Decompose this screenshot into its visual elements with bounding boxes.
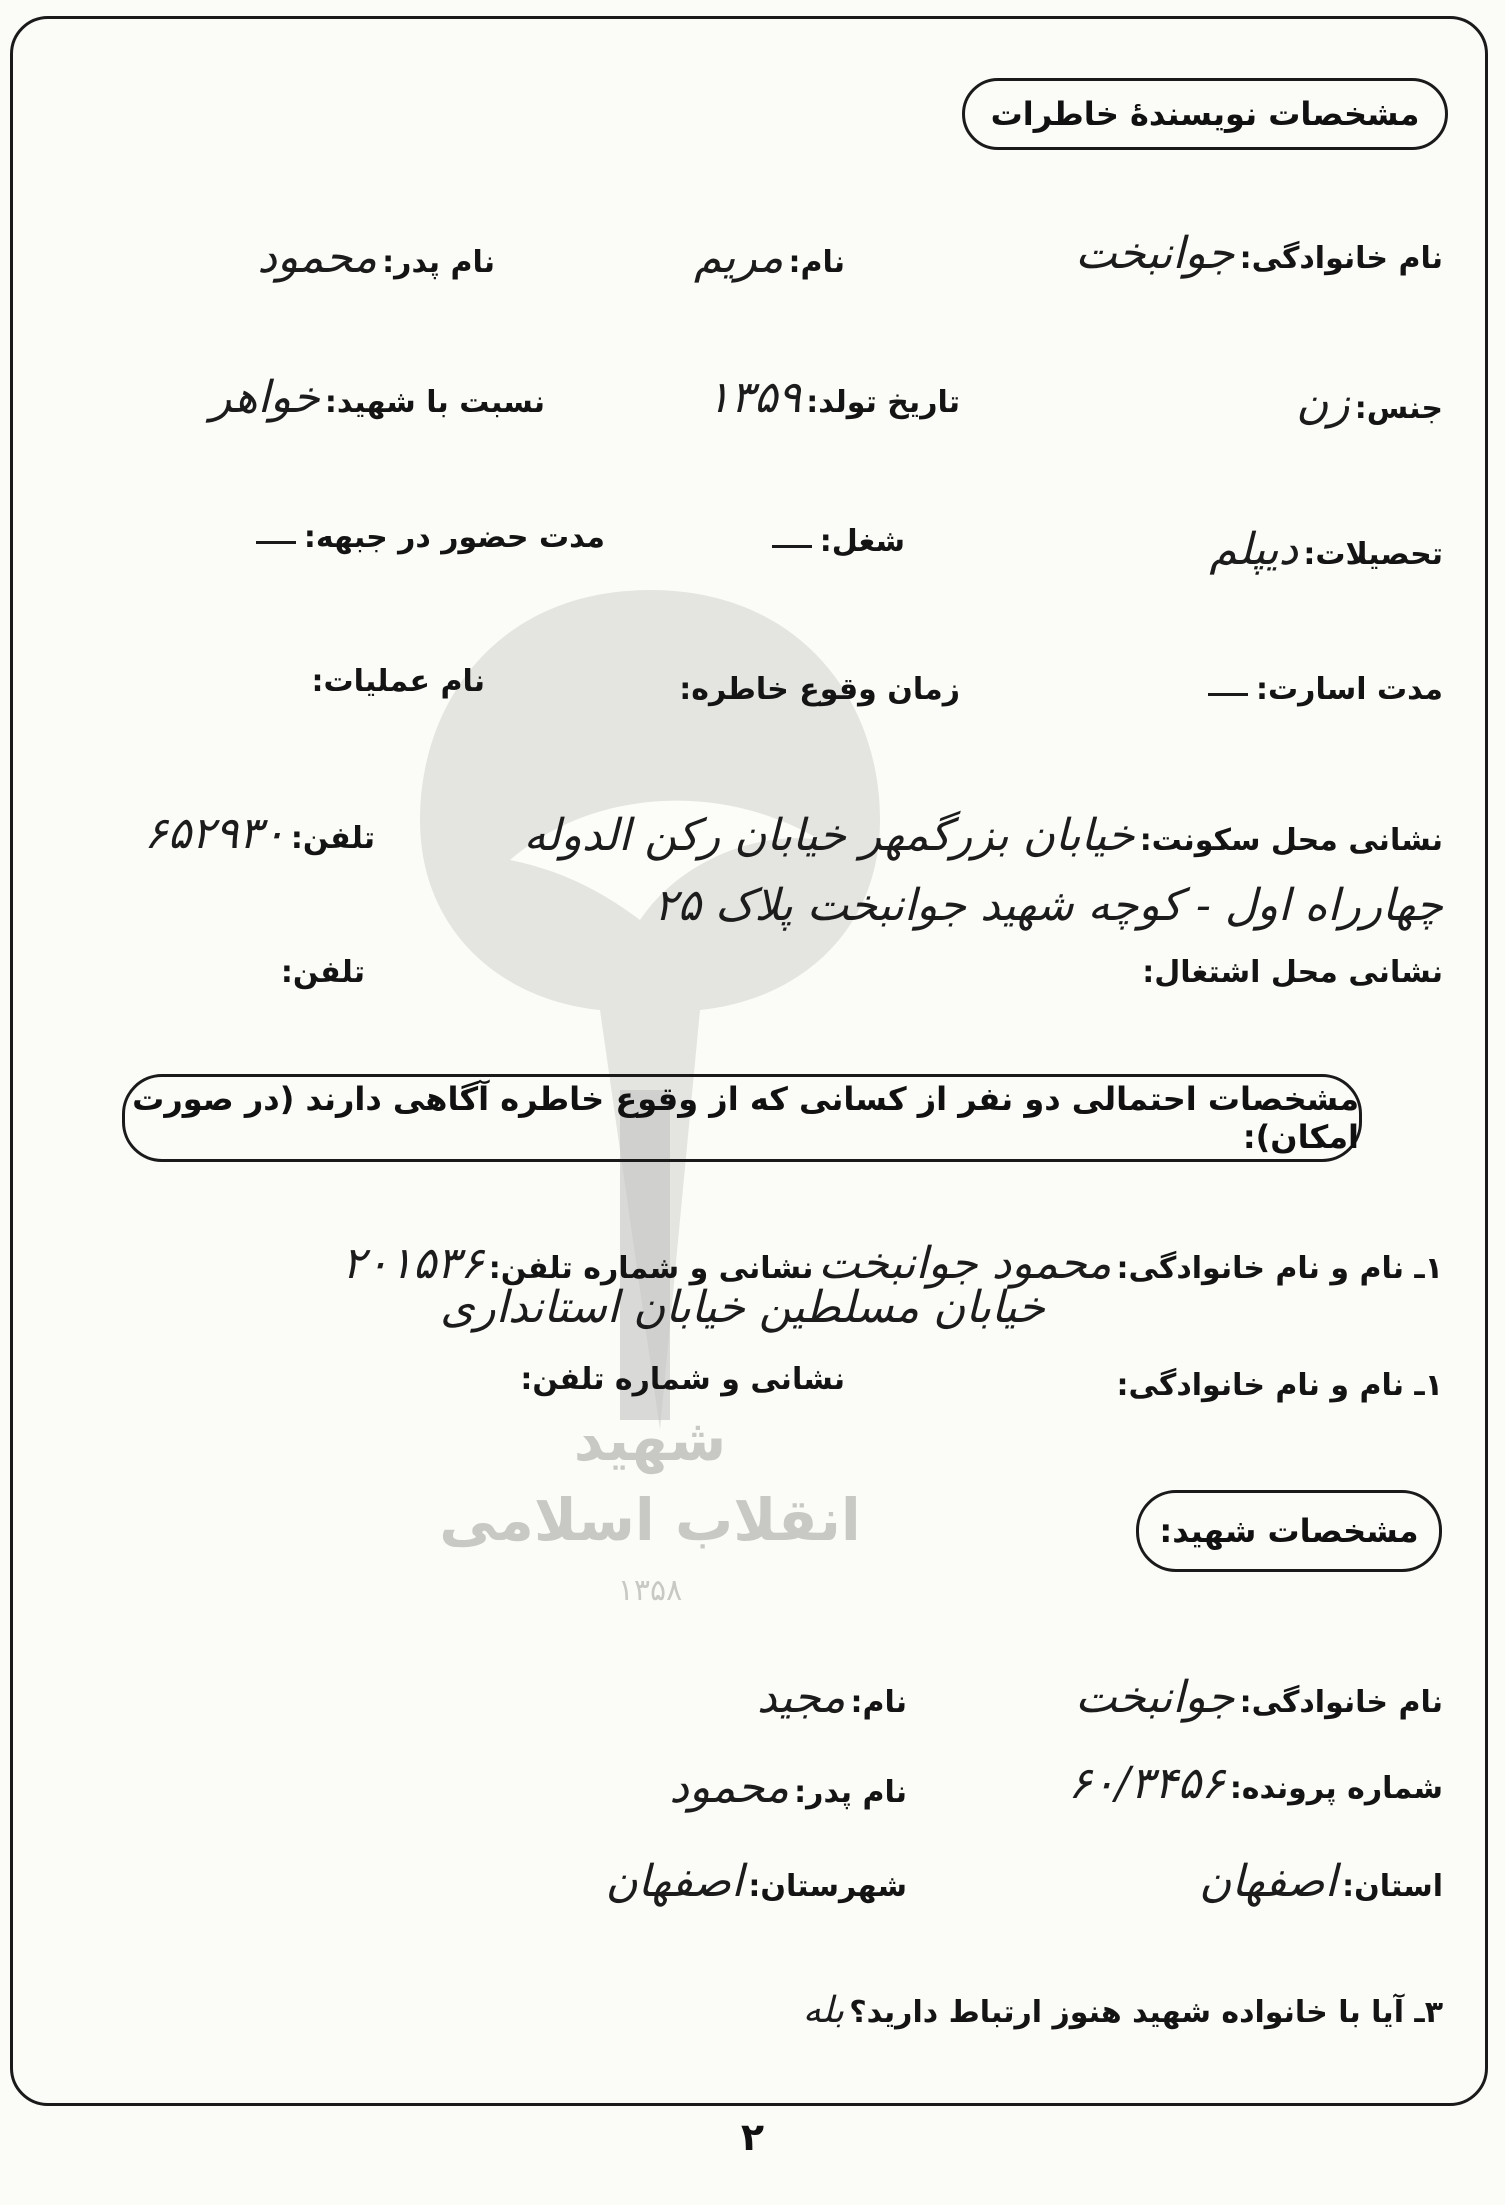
witness-1-address-line (440, 1282, 1045, 1333)
witness-2-label: ۱ـ نام و نام خانوادگی: (1116, 1368, 1443, 1403)
writer-father-value: محمود (257, 232, 378, 283)
martyr-name-row (757, 1672, 907, 1723)
page-number: ۲ (740, 2115, 765, 2159)
writer-work-address-row (1142, 955, 1443, 990)
watermark-year: ۱۳۵۸ (617, 1573, 683, 1608)
martyr-city-label: شهرستان: (748, 1869, 907, 1904)
writer-phone-value: ۶۵۲۹۳۰ (144, 808, 286, 859)
witness-1-label: ۱ـ نام و نام خانوادگی: (1116, 1251, 1443, 1286)
writer-family-value: جوانبخت (1075, 228, 1235, 279)
empty-dash (772, 545, 812, 548)
writer-phone-row (144, 808, 375, 859)
writer-name-value: مریم (694, 232, 784, 283)
writer-birth-label: تاریخ تولد: (806, 385, 960, 420)
writer-operation-label: نام عملیات: (311, 664, 485, 699)
witness-1-address-value: خیابان مسلطین خیابان استانداری (440, 1282, 1045, 1333)
writer-front-label: مدت حضور در جبهه: (303, 520, 605, 555)
writer-education-label: تحصیلات: (1303, 537, 1443, 572)
martyr-name-value: مجید (757, 1672, 846, 1723)
martyr-city-row (605, 1856, 907, 1907)
writer-section-heading: مشخصات نویسندهٔ خاطرات (962, 78, 1448, 150)
writer-gender-row (1296, 378, 1443, 429)
writer-father-label: نام پدر: (382, 245, 495, 280)
martyr-father-value: محمود (669, 1762, 790, 1813)
empty-dash (1208, 693, 1248, 696)
martyr-province-value: اصفهان (1199, 1856, 1337, 1907)
writer-captivity-label: مدت اسارت: (1256, 672, 1443, 707)
writer-operation-row (312, 664, 485, 699)
writer-education-value: دیپلم (1209, 524, 1299, 575)
writer-relation-value: خواهر (210, 372, 320, 423)
writer-front-row (248, 520, 605, 555)
martyr-family-value: جوانبخت (1075, 1672, 1235, 1723)
martyr-file-row (1068, 1758, 1443, 1809)
martyr-family-row (1075, 1672, 1443, 1723)
martyr-contact-row (803, 1990, 1443, 2031)
writer-father-row (257, 232, 495, 283)
writer-relation-label: نسبت با شهید: (324, 385, 545, 420)
witness-2-address-row (520, 1362, 845, 1397)
writer-memory-time-label: زمان وقوع خاطره: (679, 672, 960, 707)
witness-2-address-label: نشانی و شماره تلفن: (520, 1362, 845, 1397)
writer-birth-row (707, 372, 960, 423)
writer-gender-label: جنس: (1354, 391, 1443, 426)
writer-work-phone-label: تلفن: (280, 955, 365, 990)
martyr-family-label: نام خانوادگی: (1239, 1685, 1443, 1720)
martyr-name-label: نام: (850, 1685, 907, 1720)
martyr-father-label: نام پدر: (794, 1775, 907, 1810)
witness-section-heading: مشخصات احتمالی دو نفر از کسانی که از وقوع خاطره آگاهی دارند (در صورت امکان): (122, 1074, 1362, 1162)
witness-1-address-label: نشانی و شماره تلفن: (488, 1251, 814, 1286)
martyr-city-value: اصفهان (605, 1856, 744, 1907)
witness-1-value: محمود جوانبخت (818, 1238, 1112, 1289)
writer-address-value-1: خیابان بزرگمهر خیابان رکن الدوله (523, 810, 1135, 861)
witness-1-phone: ۲۰۱۵۳۶ (341, 1238, 484, 1289)
writer-relation-row (210, 372, 545, 423)
writer-name-label: نام: (788, 245, 845, 280)
watermark-line-1: شهید (573, 1406, 727, 1474)
writer-captivity-row (1200, 672, 1443, 707)
empty-dash (256, 541, 296, 544)
writer-job-label: شغل: (819, 524, 905, 559)
writer-address-value-2: چهارراه اول - کوچه شهید جوانبخت پلاک ۲۵ (653, 880, 1443, 931)
writer-address-row (524, 810, 1443, 861)
martyr-province-label: استان: (1342, 1869, 1443, 1904)
martyr-file-value: ۶۰/۳۴۵۶ (1068, 1758, 1225, 1809)
writer-birth-value: ۱۳۵۹ (706, 372, 802, 423)
writer-job-row (764, 524, 905, 559)
martyr-father-row (669, 1762, 907, 1813)
martyr-province-row (1199, 1856, 1443, 1907)
martyr-contact-label: ۳ـ آیا با خانواده شهید هنوز ارتباط دارید؟ (849, 1995, 1443, 2030)
writer-family-label: نام خانوادگی: (1239, 241, 1443, 276)
writer-address-label: نشانی محل سکونت: (1139, 823, 1443, 858)
writer-family-row (1075, 228, 1443, 279)
martyr-section-heading: مشخصات شهید: (1136, 1490, 1442, 1572)
writer-work-phone-row (281, 955, 365, 990)
writer-gender-value: زن (1296, 378, 1350, 429)
writer-phone-label: تلفن: (290, 821, 375, 856)
witness-2-row (1117, 1368, 1443, 1403)
martyr-file-label: شماره پرونده: (1229, 1771, 1443, 1806)
writer-address-line-2 (654, 880, 1443, 931)
writer-work-address-label: نشانی محل اشتغال: (1142, 955, 1443, 990)
martyr-contact-value: بله (802, 1990, 845, 2031)
writer-memory-time-row (679, 672, 960, 707)
watermark-line-2: انقلاب اسلامی (439, 1486, 861, 1554)
writer-education-row (1209, 524, 1443, 575)
writer-name-row (694, 232, 845, 283)
